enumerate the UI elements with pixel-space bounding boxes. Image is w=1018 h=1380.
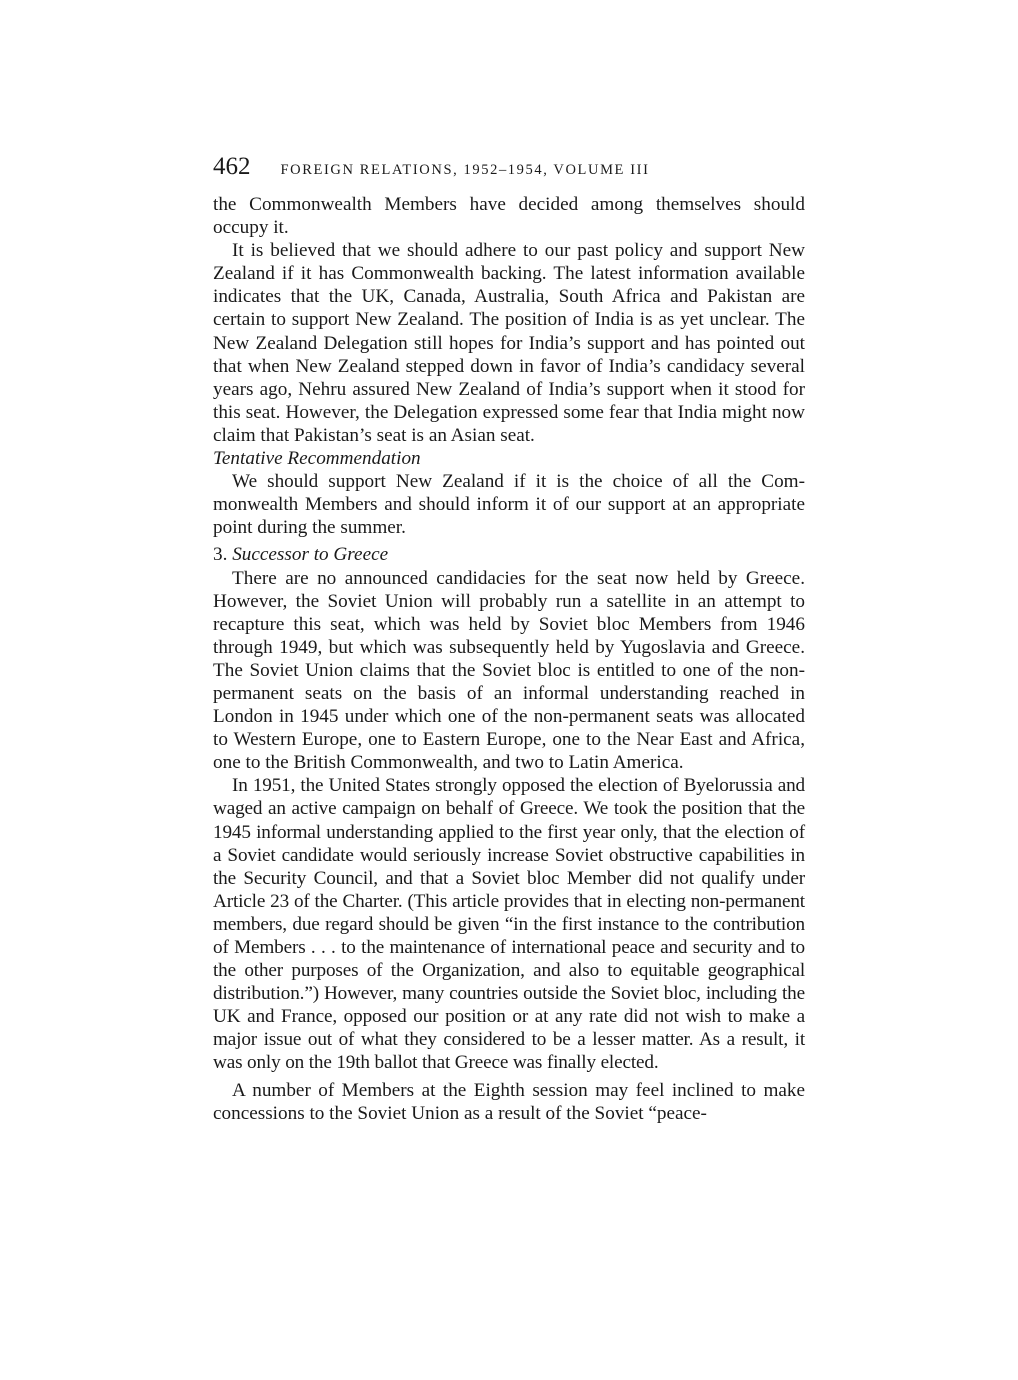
recommendation-heading: Tentative Recommendation xyxy=(213,448,421,470)
section-heading xyxy=(213,543,805,566)
section-number: 3. xyxy=(213,544,228,566)
paragraph-new-zealand-support: It is believed that we should adhere to our past policy and support New Zealand if it has Commonwealth backing. The latest information available indicates that the UK, Canada, Australia, South Africa and Pakistan are certain to support New Zealand. The position of India is as yet unclear. The New Zealand Delegation still hopes for India’s support and has pointed out that when New Zealand stepped down in favor of India’s candidacy several years ago, Nehru assured New Zealand of India’s support when it stood for this seat. However, the Delegation expressed some fear that India might now claim that Pakistan’s seat is an Asian seat. xyxy=(213,240,805,446)
paragraph-greece-seat: There are no announced candidacies for the seat now held by Greece. However, the Soviet Union will probably run a satellite in an attempt to recapture this seat, which was held by Soviet bloc Members from 1946 through 1949, but which was subsequently held by Yugoslavia and Greece. The Soviet Union claims that the Soviet bloc is entitled to one of the non-permanent seats on the basis of an informal understanding reached in London in 1945 under which one of the non-permanent seats was allocated to Western Europe, one to Eastern Europe, one to the Near East and Africa, one to the British Commonwealth, and two to Latin America. xyxy=(213,567,805,774)
running-head: FOREIGN RELATIONS, 1952–1954, VOLUME III xyxy=(280,162,650,178)
paragraph-eighth-session: A number of Members at the Eighth session may feel inclined to make concessions to the Soviet Union as a result of the Soviet “peace- xyxy=(213,1079,805,1124)
page-header xyxy=(213,153,805,181)
paragraph-continuation: the Commonwealth Members have decided among themselves should occupy it. xyxy=(213,194,805,239)
page-number: 462 xyxy=(213,153,251,180)
recommendation-text: We should support New Zealand if it is the choice of all the Commonwealth Members and should inform it of our support at an appropriate point during the summer. xyxy=(213,471,805,539)
section-title: Successor to Greece xyxy=(232,544,389,566)
paragraph-1951-election: In 1951, the United States strongly opposed the election of Byelorussia and waged an active campaign on behalf of Greece. We took the position that the 1945 informal understanding applied to the first year only, that the election of a Soviet candidate would seriously increase Soviet obstructive capabilities in the Security Council, and that a Soviet bloc Member did not qualify under Article 23 of the Charter. (This article provides that in electing non-permanent members, due regard should be given “in the first instance to the contribution of Members . . . to the maintenance of international peace and security and to the other purposes of the Organization, and also to equitable geographical distribution.”) However, many countries outside the Soviet bloc, including the UK and France, opposed our position or at any rate did not wish to make a major issue out of what they considered to be a lesser matter. As a result, it was only on the 19th ballot that Greece was finally elected. xyxy=(213,775,805,1074)
document-body xyxy=(213,193,805,1125)
